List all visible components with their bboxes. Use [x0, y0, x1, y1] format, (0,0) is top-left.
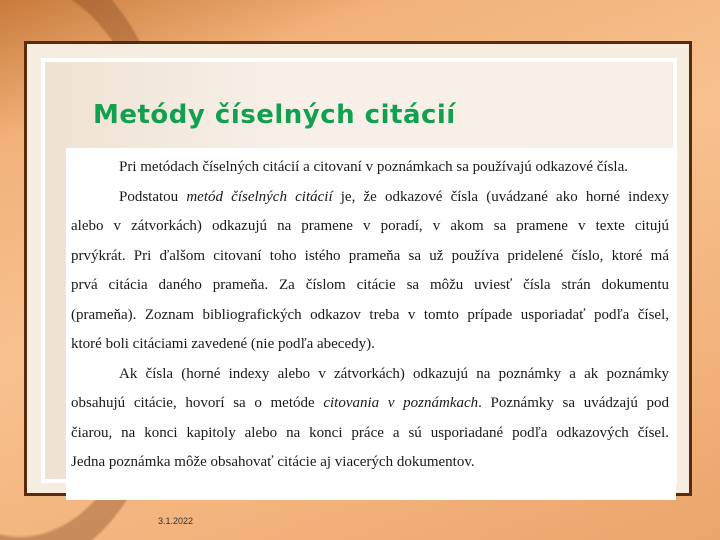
paragraph: [71, 183, 669, 360]
text-line: obsahujú citácie, hovorí sa o metóde citovania v poznámkach. Poznámky sa uvádzajú pod: [71, 395, 670, 411]
italic-term: metód číselných citácií: [186, 188, 333, 205]
paragraph: [71, 360, 669, 478]
text-line: čiarou, na konci kapitoly alebo na konci práce a sú usporiadané podľa odkazových čísel.: [71, 424, 669, 441]
text-line: prvá citácia daného prameňa. Za číslom citácie sa môžu uviesť čísla strán dokumentu: [71, 277, 669, 293]
slide-panel: [41, 58, 677, 483]
text-line: Pri metódach číselných citácií a citovaní v poznámkach sa používajú odkazové čísla.: [119, 159, 628, 175]
text-line: alebo v zátvorkách) odkazujú na pramene v poradí, v akom sa pramene v texte citujú: [71, 218, 669, 234]
text-line: Podstatou metód číselných citácií je, že odkazové čísla (uvádzané ako horné indexy: [119, 188, 669, 205]
body-text: [71, 153, 669, 478]
slide-frame: [24, 41, 692, 496]
text-line: ktoré boli citáciami zavedené (nie podľa abecedy).: [71, 336, 375, 352]
text-box: [66, 148, 676, 500]
slide-date: 3.1.2022: [158, 516, 194, 526]
italic-term: citovania v poznámkach: [323, 395, 479, 411]
paragraph: [71, 153, 669, 183]
text-line: prvýkrát. Pri ďalšom citovaní toho istého prameňa sa už používa pridelené číslo, ktoré má: [71, 247, 669, 264]
slide-title: Metódy číselných citácií: [93, 100, 456, 130]
text-line: (prameňa). Zoznam bibliografických odkazov treba v tomto prípade usporiadať podľa čísel,: [71, 306, 669, 323]
text-line: Jedna poznámka môže obsahovať citácie aj viacerých dokumentov.: [71, 454, 475, 470]
text-line: Ak čísla (horné indexy alebo v zátvorkách) odkazujú na poznámky a ak poznámky: [119, 365, 669, 382]
